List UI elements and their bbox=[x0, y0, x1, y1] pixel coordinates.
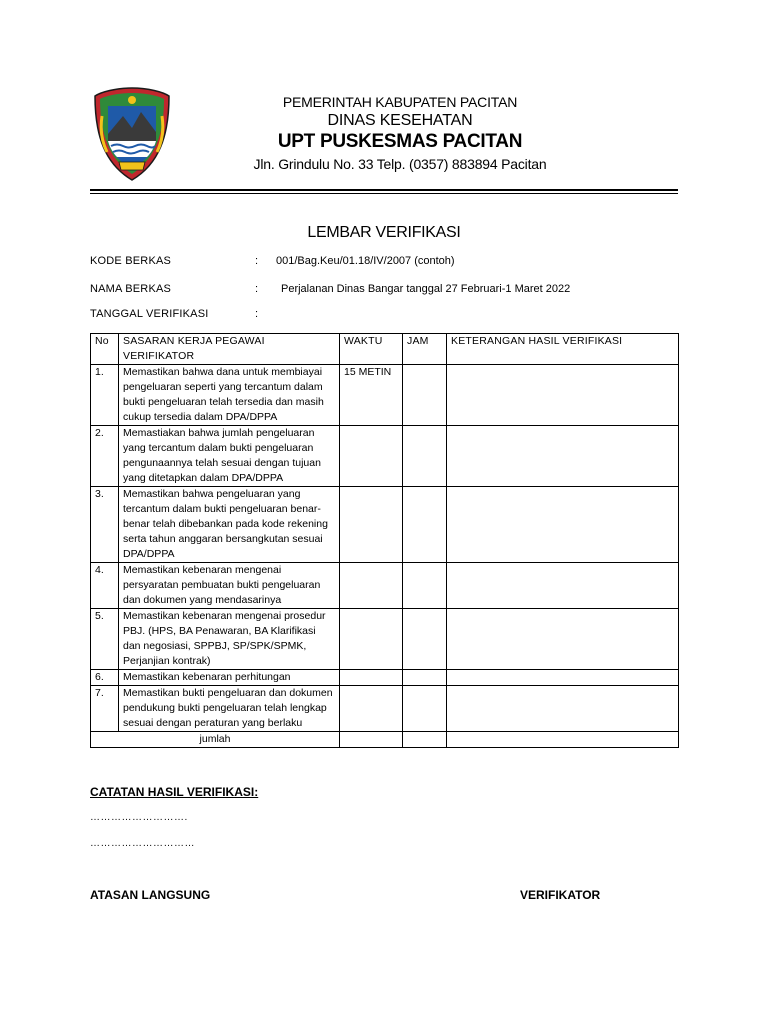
row-keterangan bbox=[447, 365, 679, 426]
col-header-jam: JAM bbox=[403, 334, 447, 365]
field-value-nama-berkas: Perjalanan Dinas Bangar tanggal 27 Februari-1 Maret 2022 bbox=[281, 283, 571, 295]
row-jam bbox=[403, 365, 447, 426]
document-title: LEMBAR VERIFIKASI bbox=[307, 224, 461, 241]
verification-table bbox=[90, 333, 679, 748]
header-divider-thick bbox=[90, 189, 678, 191]
row-no: 2. bbox=[91, 426, 119, 487]
row-jam bbox=[403, 487, 447, 563]
field-label-nama-berkas: NAMA BERKAS bbox=[90, 283, 172, 295]
table-total-row bbox=[91, 732, 679, 748]
table-row bbox=[91, 426, 679, 487]
table-row bbox=[91, 487, 679, 563]
header-government: PEMERINTAH KABUPATEN PACITAN bbox=[282, 94, 518, 110]
row-no: 7. bbox=[91, 686, 119, 732]
catatan-line-1: ………………………. bbox=[90, 812, 188, 823]
row-keterangan bbox=[447, 487, 679, 563]
catatan-line-2: ………………………… bbox=[90, 838, 195, 849]
table-row bbox=[91, 670, 679, 686]
row-jam bbox=[403, 686, 447, 732]
row-waktu bbox=[340, 609, 403, 670]
kabupaten-emblem-icon bbox=[93, 86, 171, 182]
header-institution: UPT PUSKESMAS PACITAN bbox=[277, 131, 523, 152]
total-keterangan bbox=[447, 732, 679, 748]
header-divider-thin bbox=[90, 193, 678, 194]
field-label-tanggal-verifikasi: TANGGAL VERIFIKASI bbox=[90, 308, 209, 320]
header-department: DINAS KESEHATAN bbox=[327, 112, 473, 129]
row-keterangan bbox=[447, 426, 679, 487]
row-jam bbox=[403, 563, 447, 609]
row-text: Memastikan bukti pengeluaran dan dokumen pendukung bukti pengeluaran telah lengkap sesuai dengan peraturan yang berlaku bbox=[119, 686, 340, 732]
row-keterangan bbox=[447, 563, 679, 609]
row-waktu bbox=[340, 426, 403, 487]
col-header-sasaran: SASARAN KERJA PEGAWAI VERIFIKATOR bbox=[119, 334, 340, 365]
row-waktu bbox=[340, 686, 403, 732]
row-no: 5. bbox=[91, 609, 119, 670]
row-keterangan bbox=[447, 670, 679, 686]
row-no: 4. bbox=[91, 563, 119, 609]
col-header-waktu: WAKTU bbox=[340, 334, 403, 365]
row-text: Memastikan bahwa pengeluaran yang tercantum dalam bukti pengeluaran benar-benar telah dibebankan pada kode rekening serta tahun anggaran bersangkutan sesuai DPA/DPPA bbox=[119, 487, 340, 563]
row-text: Memastikan bahwa dana untuk membiayai pengeluaran seperti yang tercantum dalam bukti pengeluaran telah tersedia dan masih cukup tersedia dalam DPA/DPPA bbox=[119, 365, 340, 426]
col-header-no: No bbox=[91, 334, 119, 365]
field-colon: : bbox=[255, 283, 259, 295]
row-keterangan bbox=[447, 609, 679, 670]
total-label: jumlah bbox=[91, 732, 340, 748]
catatan-heading: CATATAN HASIL VERIFIKASI: bbox=[90, 785, 259, 799]
table-row bbox=[91, 563, 679, 609]
row-jam bbox=[403, 609, 447, 670]
row-jam bbox=[403, 426, 447, 487]
row-waktu bbox=[340, 670, 403, 686]
row-no: 1. bbox=[91, 365, 119, 426]
row-no: 3. bbox=[91, 487, 119, 563]
total-waktu bbox=[340, 732, 403, 748]
row-waktu bbox=[340, 487, 403, 563]
table-row bbox=[91, 365, 679, 426]
field-label-kode-berkas: KODE BERKAS bbox=[90, 255, 172, 267]
table-row bbox=[91, 609, 679, 670]
row-text: Memastiakan bahwa jumlah pengeluaran yang tercantum dalam bukti pengeluaran pengunaannya telah sesuai dengan tujuan yang ditetapkan dalam DPA/DPPA bbox=[119, 426, 340, 487]
table-row bbox=[91, 686, 679, 732]
row-keterangan bbox=[447, 686, 679, 732]
row-waktu: 15 METIN bbox=[340, 365, 403, 426]
row-text: Memastikan kebenaran mengenai persyaratan pembuatan bukti pengeluaran dan dokumen yang mendasarinya bbox=[119, 563, 340, 609]
total-jam bbox=[403, 732, 447, 748]
signature-verifikator: VERIFIKATOR bbox=[520, 888, 601, 902]
row-no: 6. bbox=[91, 670, 119, 686]
col-header-keterangan: KETERANGAN HASIL VERIFIKASI bbox=[447, 334, 679, 365]
field-value-kode-berkas: 001/Bag.Keu/01.18/IV/2007 (contoh) bbox=[276, 255, 455, 267]
row-text: Memastikan kebenaran perhitungan bbox=[119, 670, 340, 686]
row-jam bbox=[403, 670, 447, 686]
row-text: Memastikan kebenaran mengenai prosedur PBJ. (HPS, BA Penawaran, BA Klarifikasi dan negosiasi, SPPBJ, SP/SPK/SPMK, Perjanjian kontrak) bbox=[119, 609, 340, 670]
field-colon: : bbox=[255, 308, 259, 320]
field-colon: : bbox=[255, 255, 259, 267]
signature-atasan-langsung: ATASAN LANGSUNG bbox=[90, 888, 211, 902]
table-header-row bbox=[91, 334, 679, 365]
header-address: Jln. Grindulu No. 33 Telp. (0357) 883894 Pacitan bbox=[253, 156, 547, 172]
row-waktu bbox=[340, 563, 403, 609]
